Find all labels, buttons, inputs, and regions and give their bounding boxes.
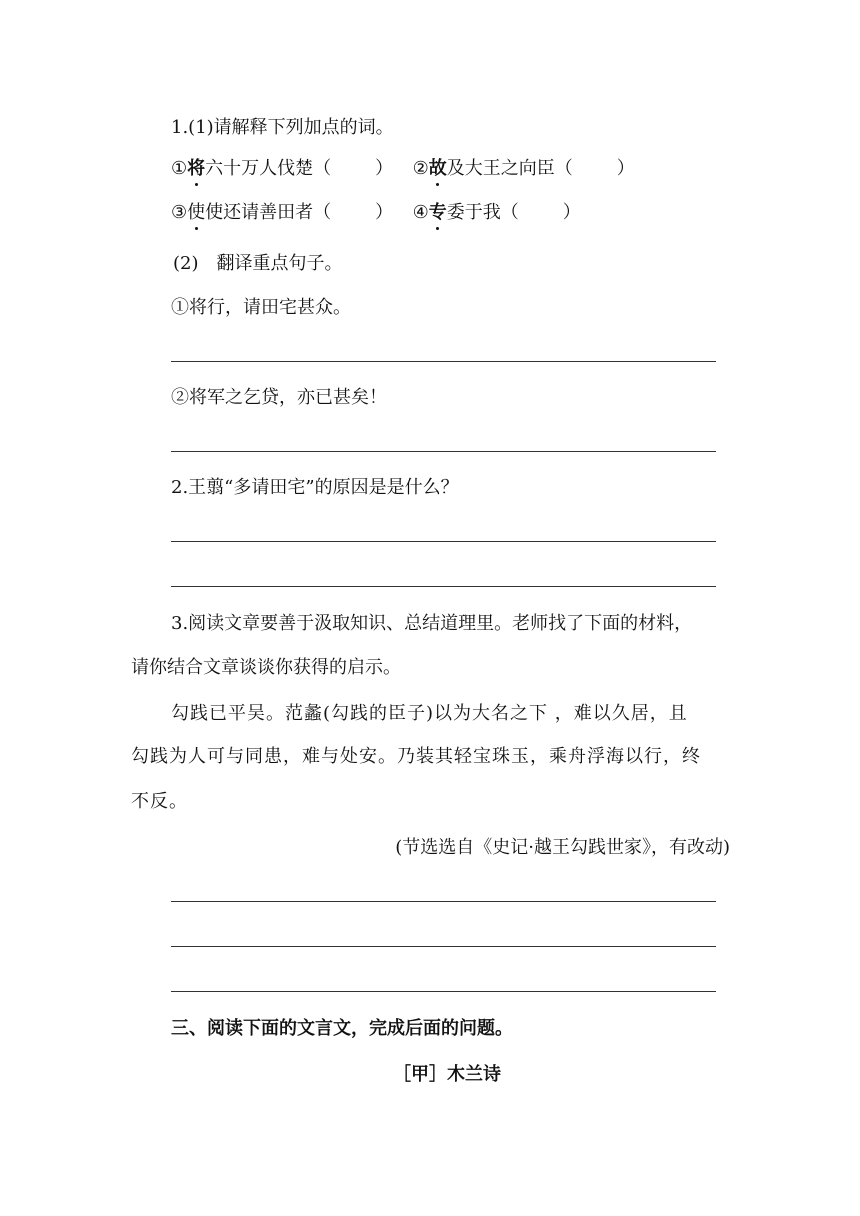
dotted-word: 专 (428, 202, 447, 223)
item-close: ） (375, 202, 394, 223)
item-text: 委于我（ (446, 202, 519, 223)
item-marker: ② (412, 158, 429, 179)
item-close: ） (375, 158, 394, 179)
sentence-2: ②将军之乞贷，亦已甚矣！ (171, 387, 387, 408)
answer-line[interactable] (171, 946, 716, 947)
passage-line-1: 勾践已平吴。范蠡(勾践的臣子)以为大名之下 ，难以久居，且 (171, 703, 688, 724)
dotted-word: 使 (187, 202, 206, 223)
passage-line-3: 不反。 (131, 791, 188, 812)
passage-source: (节选选自《史记·越王勾践世家》，有改动) (395, 837, 730, 858)
poem-title: ［甲］木兰诗 (393, 1064, 501, 1085)
answer-line[interactable] (171, 361, 716, 362)
item-text: 及大王之向臣（ (446, 158, 573, 179)
q1-row-2 (171, 201, 581, 225)
q2-prompt: 2.王翦“多请田宅”的原因是是什么？ (171, 477, 459, 498)
answer-line[interactable] (171, 541, 716, 542)
q1-row-1 (171, 157, 635, 181)
section-heading: 三、阅读下面的文言文，完成后面的问题。 (171, 1018, 513, 1039)
item-close: ） (562, 202, 581, 223)
sentence-1: ①将行，请田宅甚众。 (171, 297, 351, 318)
item-marker: ④ (412, 202, 429, 223)
sub2-label: (2) (173, 253, 199, 274)
dotted-word: 将 (187, 158, 206, 179)
q3-prompt-line-2: 请你结合文章谈谈你获得的启示。 (131, 657, 401, 678)
item-marker: ① (171, 158, 188, 179)
q3-prompt-line-1: 3.阅读文章要善于汲取知识、总结道理里。老师找了下面的材料， (171, 613, 693, 634)
sub2-prompt: 翻译重点句子。 (216, 253, 343, 274)
answer-line[interactable] (171, 451, 716, 452)
answer-line[interactable] (171, 586, 716, 587)
q1-prompt: 1.(1)请解释下列加点的词。 (171, 117, 394, 138)
item-text: 使还请善田者（ (205, 202, 332, 223)
dotted-word: 故 (428, 158, 447, 179)
item-text: 六十万人伐楚（ (205, 158, 332, 179)
q1-sub2 (173, 252, 343, 276)
answer-line[interactable] (171, 901, 716, 902)
passage-line-2: 勾践为人可与同患，难与处安。乃装其轻宝珠玉，乘舟浮海以行，终 (131, 746, 701, 767)
item-close: ） (616, 158, 635, 179)
item-marker: ③ (171, 202, 188, 223)
answer-line[interactable] (171, 991, 716, 992)
